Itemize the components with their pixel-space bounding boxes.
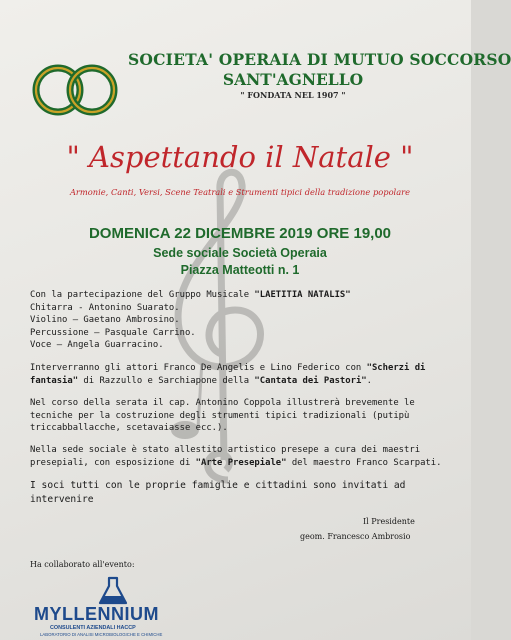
president-name: geom. Francesco Ambrosio [300,532,411,541]
member-guitar: Chitarra - Antonino Suarato. [30,302,180,313]
venue-name: Sede sociale Società Operaia [153,246,327,260]
invitation-line-2: intervenire [30,493,94,505]
group-name: "LAETITIA NATALIS" [254,290,351,300]
instruments-block [30,397,460,435]
sponsor-tagline: CONSULENTI AZIENDALI HACCP [50,625,136,631]
member-percussion: Percussione – Pasquale Carrino. [30,327,196,338]
nativity-line-1: Nella sede sociale è stato allestito artistico presepe a cura dei maestri [30,445,421,455]
venue-address: Piazza Matteotti n. 1 [180,263,300,277]
sponsor-subtagline: LABORATORIO DI ANALISI MICROBIOLOGICHE E CHIMICHE [40,632,163,637]
founded-year: " FONDATA NEL 1907 " [240,90,346,100]
society-town: SANT'AGNELLO [222,70,364,89]
member-violin: Violino – Gaetano Ambrosino. [30,315,180,325]
participation-intro: Con la partecipazione del Gruppo Musicale "LAETITIA NATALIS" [30,290,351,300]
nativity-line-2: presepiali, con esposizione di "Arte Presepiale" del maestro Franco Scarpati. [30,457,442,468]
instruments-line-2: tecniche per la costruzione degli strumenti tipici tradizionali (putipù [30,410,410,421]
society-name: SOCIETA' OPERAIA DI MUTUO SOCCORSO [128,50,511,69]
actors-line-1: Interverranno gli attori Franco De Angelis e Lino Federico con "Scherzi di [30,363,426,373]
president-title: Il Presidente [363,517,415,526]
instruments-line-3: triccabballacche, scetavaiasse ecc.). [30,423,228,433]
actors-line-2: fantasia" di Razzullo e Sarchiapone della "Cantata dei Pastori". [30,375,372,386]
sponsor-logo-text: MYLLENNIUM [34,604,159,624]
actors-block [30,362,460,387]
member-voice: Voce – Angela Guarracino. [30,340,164,350]
nativity-block [30,444,460,469]
flask-icon [96,576,130,606]
interlocked-rings-logo [30,62,122,118]
event-subtitle: Armonie, Canti, Versi, Scene Teatrali e Strumenti tipici della tradizione popolare [69,187,411,197]
invitation-line-1: I soci tutti con le proprie famiglie e cittadini sono invitati ad [30,480,406,491]
event-title: " Aspettando il Natale " [66,140,414,174]
event-date: DOMENICA 22 DICEMBRE 2019 ORE 19,00 [88,225,392,242]
collaboration-label: Ha collaborato all'evento: [30,560,135,569]
participation-block [30,289,460,352]
invitation-block [30,479,460,506]
society-header [128,50,511,100]
instruments-line-1: Nel corso della serata il cap. Antonino Coppola illustrerà brevemente le [30,398,415,408]
